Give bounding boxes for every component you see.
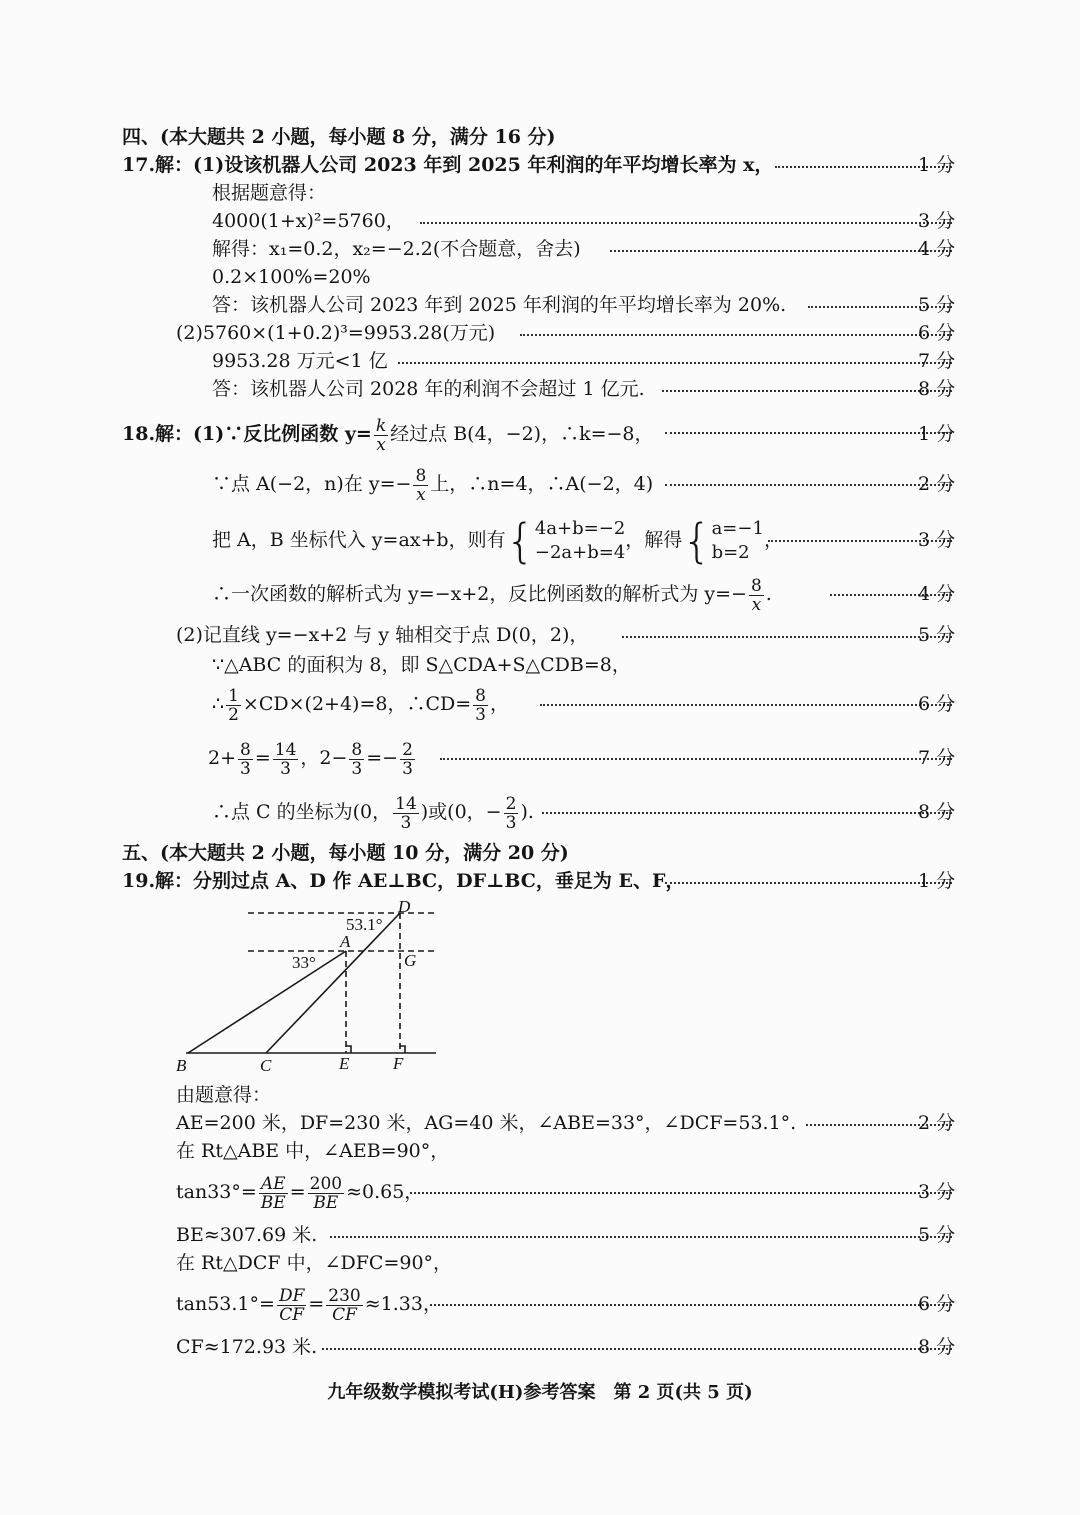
score: 6 分 bbox=[918, 322, 956, 344]
answer-sheet-page: 四、(本大题共 2 小题，每小题 8 分，满分 16 分) 17.解：(1)设该机器人公司 2023 年到 2025 年利润的年平均增长率为 x， 1 分 根据题意得： 4000(1+x)²=5760， 3 分 解得：x₁=0.2，x₂=−2.2(不合题意，舍去) 4 分 0.2×100%=20% 答：该机器人公司 2023 年到 2025 年利润的年平均增长率为 20%. 5 分 (2)5760×(1+0.2)³=9953.28(万元) 6 分 9953.28 万元<1 亿 7 分 答：该机器人公司 2028 年的利润不会超过 1 亿元. 8 分 18.解：(1)∵反比例函数 y= $\frac{k}{x}$ 经过点 B(4，−2)，∴k=−8， 1 分 ∵点 A(−2，n)在 y=− $\frac{8}{x}$ 上，∴n=4，∴A(−2，4) 2 分 把 A，B 坐标代入 y=ax+b，则有{ 4a+b=−2 −2a+b=4 ，解得{ a=−1 b=2 ， 3 分 ∴一次函数的解析式为 y=−x+2，反比例函数的解析式为 y=− $\frac{8}{x}$ . 4 分 (2)记直线 y=−x+2 与 y 轴相交于点 D(0，2)， 5 分 ∵△ABC 的面积为 8，即 S△CDA+S△CDB=8， ∴ $\frac{1}{2}$ ×CD×(2+4)=8，∴CD= $\frac{8}{3}$ ， 6 分 2+ $\frac{8}{3}$ = $\frac{14}{3}$ ，2− $\frac{8}{3}$ =− $\frac{2}{3}$ 7 分 ∴点 C 的坐标为(0， $\frac{14}{3}$ )或(0，− $\frac{2}{3}$ ). 8 分 五、(本大题共 2 小题，每小题 10 分，满分 20 分) 19.解：分别过点 A、D 作 AE⊥BC，DF⊥BC，垂足为 E、F， 1 分 53.1° 33° D A G B C E F 由题意得： AE=200 米，DF=230 米，AG=40 米，∠ABE=33°，∠DCF=53.1°. 2 分 在 Rt△ABE 中，∠AEB=90°， tan33°= $\frac{AE}{BE}$ = $\frac{200}{BE}$ ≈0.65， 3 分 BE≈307.69 米. 5 分 在 Rt△DCF 中，∠DFC=90°， tan53.1°= $\frac{DF}{CF}$ = $\frac{230}{CF}$ ≈1.33， 6 分 CF≈172.93 米. 8 分 九年级数学模拟考试(H)参考答案 第 2 页(共 5 页) bbox=[0, 0, 1080, 1515]
score: 4 分 bbox=[918, 583, 956, 605]
q18-line-9: ∴点 C 的坐标为(0， $\frac{14}{3}$ )或(0，− $\frac{2}{3}$ ). 8 分 bbox=[0, 790, 1080, 834]
q18-line-1: 18.解：(1)∵反比例函数 y= $\frac{k}{x}$ 经过点 B(4，−2)，∴k=−8， 1 分 bbox=[0, 412, 1080, 456]
point-f-label: F bbox=[393, 1054, 404, 1073]
score: 5 分 bbox=[918, 624, 956, 646]
score: 3 分 bbox=[918, 210, 956, 232]
q18-line-2: ∵点 A(−2，n)在 y=− $\frac{8}{x}$ 上，∴n=4，∴A(−2，4) 2 分 bbox=[0, 462, 1080, 506]
score: 8 分 bbox=[918, 801, 956, 823]
score: 1 分 bbox=[918, 154, 956, 176]
score: 4 分 bbox=[918, 238, 956, 260]
score: 6 分 bbox=[918, 1293, 956, 1315]
score: 1 分 bbox=[918, 423, 956, 445]
point-b-label: B bbox=[176, 1056, 187, 1075]
score: 8 分 bbox=[918, 1336, 956, 1358]
angle-b-label: 33° bbox=[292, 953, 316, 972]
angle-d-label: 53.1° bbox=[346, 915, 383, 934]
score: 3 分 bbox=[918, 1181, 956, 1203]
point-a-label: A bbox=[340, 932, 351, 951]
q18-line-3: 把 A，B 坐标代入 y=ax+b，则有{ 4a+b=−2 −2a+b=4 ，解得{ a=−1 b=2 ， 3 分 bbox=[0, 514, 1080, 566]
q19-line-5: tan33°= $\frac{AE}{BE}$ = $\frac{200}{BE}$ ≈0.65， 3 分 bbox=[0, 1168, 1080, 1216]
score: 5 分 bbox=[918, 1224, 956, 1246]
score: 7 分 bbox=[918, 350, 956, 372]
score: 2 分 bbox=[918, 1112, 956, 1134]
point-c-label: C bbox=[260, 1056, 272, 1075]
page-footer: 九年级数学模拟考试(H)参考答案 第 2 页(共 5 页) bbox=[327, 1382, 753, 1403]
q18-line-7: ∴ $\frac{1}{2}$ ×CD×(2+4)=8，∴CD= $\frac{8}{3}$ ， 6 分 bbox=[0, 682, 1080, 726]
score: 2 分 bbox=[918, 473, 956, 495]
score: 8 分 bbox=[918, 378, 956, 400]
q18-line-4: ∴一次函数的解析式为 y=−x+2，反比例函数的解析式为 y=− $\frac{8}{x}$ . 4 分 bbox=[0, 572, 1080, 616]
score: 5 分 bbox=[918, 294, 956, 316]
score: 6 分 bbox=[918, 693, 956, 715]
point-e-label: E bbox=[339, 1054, 350, 1073]
point-d-label: D bbox=[398, 897, 411, 916]
line-cd bbox=[266, 913, 400, 1053]
score: 1 分 bbox=[918, 870, 956, 892]
point-g-label: G bbox=[404, 951, 417, 970]
q18-line-8: 2+ $\frac{8}{3}$ = $\frac{14}{3}$ ，2− $\frac{8}{3}$ =− $\frac{2}{3}$ 7 分 bbox=[0, 736, 1080, 780]
score: 3 分 bbox=[918, 529, 956, 551]
score: 7 分 bbox=[918, 747, 956, 769]
q19-line-8: tan53.1°= $\frac{DF}{CF}$ = $\frac{230}{CF}$ ≈1.33， 6 分 bbox=[0, 1280, 1080, 1328]
line-ba bbox=[188, 951, 346, 1053]
